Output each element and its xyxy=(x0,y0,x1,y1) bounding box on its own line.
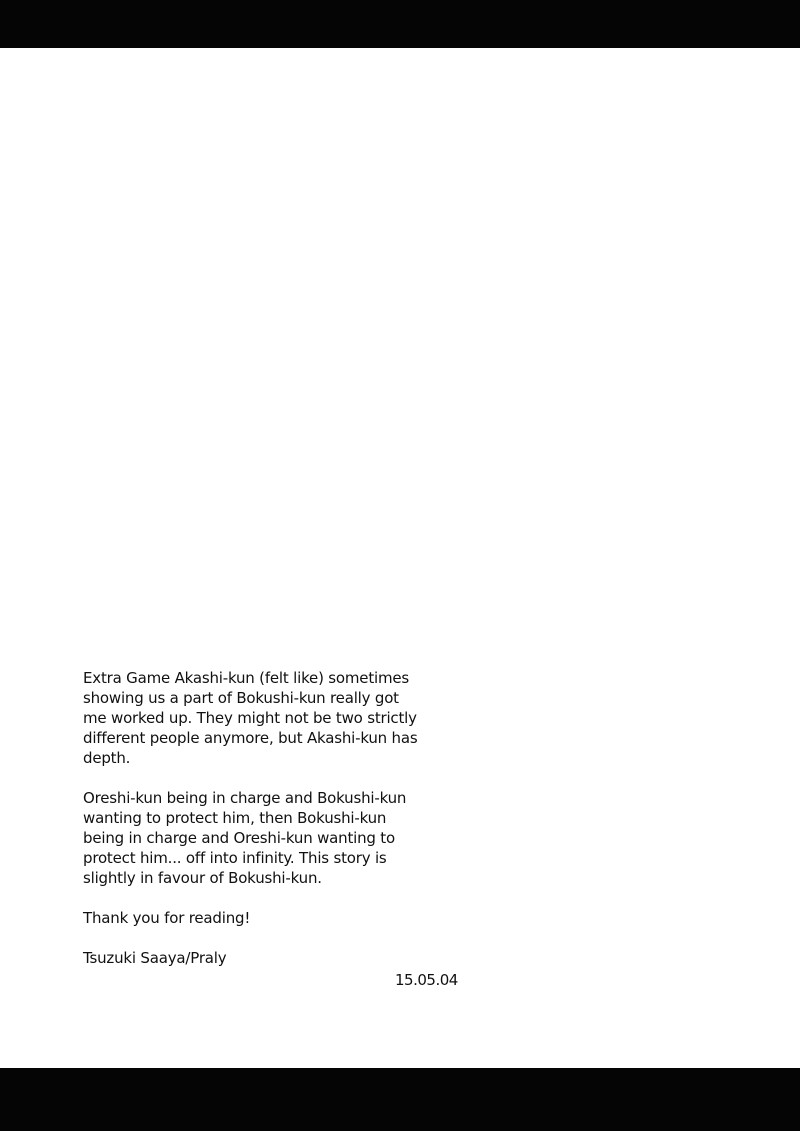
text-line: depth. xyxy=(83,749,131,767)
afterword-paragraph-2 xyxy=(83,788,483,888)
text-line: Oreshi-kun being in charge and Bokushi-kun xyxy=(83,789,407,807)
text-line: protect him... off into infinity. This story is xyxy=(83,849,387,867)
top-black-border xyxy=(0,0,800,48)
bottom-black-border xyxy=(0,1068,800,1131)
text-line: different people anymore, but Akashi-kun has xyxy=(83,729,418,747)
afterword-paragraph-1 xyxy=(83,668,483,768)
author-signature: Tsuzuki Saaya/Praly xyxy=(83,949,227,967)
date-stamp: 15.05.04 xyxy=(395,971,458,989)
text-line: me worked up. They might not be two strictly xyxy=(83,709,417,727)
text-line: Extra Game Akashi-kun (felt like) sometimes xyxy=(83,669,410,687)
text-line: slightly in favour of Bokushi-kun. xyxy=(83,869,322,887)
thanks-line: Thank you for reading! xyxy=(83,909,251,927)
text-line: wanting to protect him, then Bokushi-kun xyxy=(83,809,387,827)
text-line: being in charge and Oreshi-kun wanting to xyxy=(83,829,395,847)
afterword-text-block xyxy=(83,668,483,968)
text-line: showing us a part of Bokushi-kun really got xyxy=(83,689,399,707)
